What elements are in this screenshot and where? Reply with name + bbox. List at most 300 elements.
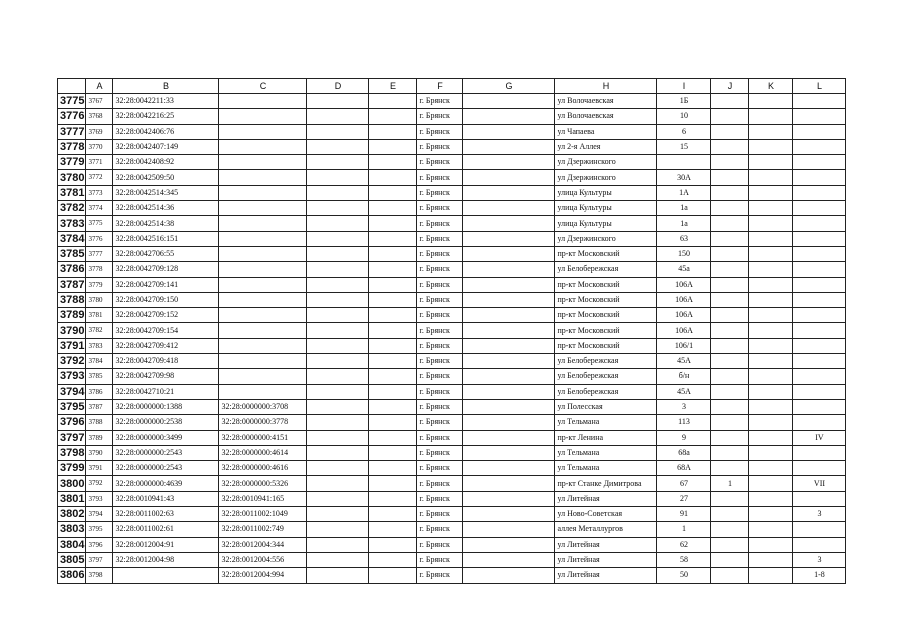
- cell-j[interactable]: [711, 277, 749, 292]
- cell-d[interactable]: [307, 201, 369, 216]
- cell-i[interactable]: 106А: [657, 308, 711, 323]
- cell-h[interactable]: ул Белобережская: [555, 354, 657, 369]
- cell-e[interactable]: [369, 277, 417, 292]
- cell-i[interactable]: 68А: [657, 461, 711, 476]
- row-number[interactable]: 3792: [58, 354, 86, 369]
- cell-k[interactable]: [749, 277, 793, 292]
- cell-l[interactable]: [793, 369, 846, 384]
- cell-e[interactable]: [369, 461, 417, 476]
- cell-l[interactable]: [793, 384, 846, 399]
- cell-d[interactable]: [307, 170, 369, 185]
- cell-l[interactable]: [793, 216, 846, 231]
- cell-l[interactable]: [793, 323, 846, 338]
- cell-e[interactable]: [369, 552, 417, 567]
- cell-j[interactable]: [711, 430, 749, 445]
- cell-h[interactable]: ул Волочаевская: [555, 109, 657, 124]
- cell-i[interactable]: 3: [657, 399, 711, 414]
- cell-c[interactable]: 32:28:0012004:344: [219, 537, 307, 552]
- cell-j[interactable]: [711, 139, 749, 154]
- cell-c[interactable]: [219, 323, 307, 338]
- cell-h[interactable]: пр-кт Московский: [555, 277, 657, 292]
- cell-j[interactable]: [711, 201, 749, 216]
- cell-b[interactable]: 32:28:0042514:345: [113, 185, 219, 200]
- cell-g[interactable]: [463, 338, 555, 353]
- cell-j[interactable]: [711, 323, 749, 338]
- row-number[interactable]: 3778: [58, 139, 86, 154]
- row-number[interactable]: 3788: [58, 292, 86, 307]
- cell-i[interactable]: 113: [657, 415, 711, 430]
- cell-e[interactable]: [369, 94, 417, 109]
- cell-g[interactable]: [463, 491, 555, 506]
- cell-k[interactable]: [749, 201, 793, 216]
- cell-f[interactable]: г. Брянск: [417, 308, 463, 323]
- cell-l[interactable]: [793, 354, 846, 369]
- cell-i[interactable]: 45а: [657, 262, 711, 277]
- cell-h[interactable]: ул Волочаевская: [555, 94, 657, 109]
- cell-d[interactable]: [307, 476, 369, 491]
- cell-f[interactable]: г. Брянск: [417, 216, 463, 231]
- cell-d[interactable]: [307, 216, 369, 231]
- cell-b[interactable]: 32:28:0042514:36: [113, 201, 219, 216]
- row-number[interactable]: 3794: [58, 384, 86, 399]
- column-header-j[interactable]: J: [711, 79, 749, 94]
- cell-g[interactable]: [463, 445, 555, 460]
- cell-k[interactable]: [749, 109, 793, 124]
- cell-f[interactable]: г. Брянск: [417, 430, 463, 445]
- cell-f[interactable]: г. Брянск: [417, 170, 463, 185]
- cell-c[interactable]: [219, 231, 307, 246]
- cell-a[interactable]: 3768: [86, 109, 113, 124]
- cell-g[interactable]: [463, 155, 555, 170]
- cell-k[interactable]: [749, 537, 793, 552]
- cell-g[interactable]: [463, 568, 555, 583]
- cell-l[interactable]: [793, 292, 846, 307]
- cell-h[interactable]: улица Культуры: [555, 201, 657, 216]
- cell-l[interactable]: [793, 246, 846, 261]
- cell-f[interactable]: г. Брянск: [417, 201, 463, 216]
- cell-h[interactable]: пр-кт Московский: [555, 308, 657, 323]
- cell-i[interactable]: 91: [657, 507, 711, 522]
- cell-k[interactable]: [749, 262, 793, 277]
- cell-h[interactable]: ул Ново-Советская: [555, 507, 657, 522]
- cell-j[interactable]: [711, 231, 749, 246]
- cell-b[interactable]: 32:28:0000000:1388: [113, 399, 219, 414]
- cell-l[interactable]: [793, 262, 846, 277]
- row-number[interactable]: 3779: [58, 155, 86, 170]
- cell-a[interactable]: 3791: [86, 461, 113, 476]
- cell-b[interactable]: 32:28:0042516:151: [113, 231, 219, 246]
- cell-i[interactable]: 106А: [657, 292, 711, 307]
- cell-j[interactable]: [711, 568, 749, 583]
- cell-i[interactable]: 106А: [657, 277, 711, 292]
- cell-e[interactable]: [369, 109, 417, 124]
- cell-j[interactable]: [711, 155, 749, 170]
- cell-d[interactable]: [307, 124, 369, 139]
- column-header-c[interactable]: C: [219, 79, 307, 94]
- cell-i[interactable]: 15: [657, 139, 711, 154]
- cell-k[interactable]: [749, 415, 793, 430]
- cell-l[interactable]: [793, 277, 846, 292]
- cell-h[interactable]: пр-кт Ленина: [555, 430, 657, 445]
- cell-d[interactable]: [307, 277, 369, 292]
- cell-h[interactable]: ул Дзержинского: [555, 231, 657, 246]
- cell-f[interactable]: г. Брянск: [417, 139, 463, 154]
- row-number[interactable]: 3786: [58, 262, 86, 277]
- row-number[interactable]: 3805: [58, 552, 86, 567]
- cell-k[interactable]: [749, 216, 793, 231]
- row-number[interactable]: 3780: [58, 170, 86, 185]
- cell-b[interactable]: 32:28:0042709:154: [113, 323, 219, 338]
- cell-c[interactable]: [219, 292, 307, 307]
- row-number[interactable]: 3777: [58, 124, 86, 139]
- cell-d[interactable]: [307, 507, 369, 522]
- cell-e[interactable]: [369, 476, 417, 491]
- cell-c[interactable]: [219, 124, 307, 139]
- cell-d[interactable]: [307, 491, 369, 506]
- cell-j[interactable]: [711, 399, 749, 414]
- cell-k[interactable]: [749, 155, 793, 170]
- cell-l[interactable]: 1-8: [793, 568, 846, 583]
- cell-i[interactable]: 58: [657, 552, 711, 567]
- row-number[interactable]: 3799: [58, 461, 86, 476]
- cell-h[interactable]: ул Белобережская: [555, 369, 657, 384]
- cell-f[interactable]: г. Брянск: [417, 568, 463, 583]
- cell-c[interactable]: 32:28:0011002:1049: [219, 507, 307, 522]
- cell-g[interactable]: [463, 461, 555, 476]
- cell-e[interactable]: [369, 399, 417, 414]
- cell-a[interactable]: 3792: [86, 476, 113, 491]
- corner-cell[interactable]: [58, 79, 86, 94]
- row-number[interactable]: 3798: [58, 445, 86, 460]
- cell-c[interactable]: [219, 94, 307, 109]
- row-number[interactable]: 3804: [58, 537, 86, 552]
- cell-a[interactable]: 3776: [86, 231, 113, 246]
- cell-h[interactable]: ул Дзержинского: [555, 170, 657, 185]
- cell-i[interactable]: 62: [657, 537, 711, 552]
- cell-j[interactable]: [711, 491, 749, 506]
- cell-j[interactable]: [711, 185, 749, 200]
- cell-i[interactable]: 9: [657, 430, 711, 445]
- cell-i[interactable]: 45А: [657, 384, 711, 399]
- cell-k[interactable]: [749, 246, 793, 261]
- cell-c[interactable]: [219, 277, 307, 292]
- cell-c[interactable]: [219, 246, 307, 261]
- cell-a[interactable]: 3783: [86, 338, 113, 353]
- row-number[interactable]: 3790: [58, 323, 86, 338]
- row-number[interactable]: 3796: [58, 415, 86, 430]
- cell-a[interactable]: 3790: [86, 445, 113, 460]
- cell-f[interactable]: г. Брянск: [417, 262, 463, 277]
- cell-k[interactable]: [749, 491, 793, 506]
- cell-i[interactable]: 63: [657, 231, 711, 246]
- cell-d[interactable]: [307, 139, 369, 154]
- cell-e[interactable]: [369, 369, 417, 384]
- cell-i[interactable]: 30А: [657, 170, 711, 185]
- row-number[interactable]: 3797: [58, 430, 86, 445]
- cell-f[interactable]: г. Брянск: [417, 461, 463, 476]
- cell-g[interactable]: [463, 201, 555, 216]
- row-number[interactable]: 3806: [58, 568, 86, 583]
- cell-a[interactable]: 3773: [86, 185, 113, 200]
- cell-j[interactable]: [711, 124, 749, 139]
- cell-d[interactable]: [307, 445, 369, 460]
- cell-l[interactable]: [793, 338, 846, 353]
- cell-l[interactable]: [793, 185, 846, 200]
- cell-h[interactable]: ул 2-я Аллея: [555, 139, 657, 154]
- cell-g[interactable]: [463, 323, 555, 338]
- cell-g[interactable]: [463, 139, 555, 154]
- cell-f[interactable]: г. Брянск: [417, 277, 463, 292]
- cell-j[interactable]: [711, 461, 749, 476]
- cell-g[interactable]: [463, 94, 555, 109]
- cell-g[interactable]: [463, 537, 555, 552]
- row-number[interactable]: 3791: [58, 338, 86, 353]
- cell-j[interactable]: [711, 262, 749, 277]
- cell-g[interactable]: [463, 277, 555, 292]
- cell-e[interactable]: [369, 537, 417, 552]
- cell-d[interactable]: [307, 94, 369, 109]
- cell-b[interactable]: 32:28:0042706:55: [113, 246, 219, 261]
- cell-f[interactable]: г. Брянск: [417, 415, 463, 430]
- cell-e[interactable]: [369, 292, 417, 307]
- cell-h[interactable]: ул Дзержинского: [555, 155, 657, 170]
- cell-j[interactable]: [711, 338, 749, 353]
- cell-i[interactable]: 1Б: [657, 94, 711, 109]
- cell-i[interactable]: 27: [657, 491, 711, 506]
- cell-l[interactable]: 3: [793, 507, 846, 522]
- cell-g[interactable]: [463, 354, 555, 369]
- cell-b[interactable]: 32:28:0042709:412: [113, 338, 219, 353]
- cell-f[interactable]: г. Брянск: [417, 124, 463, 139]
- cell-j[interactable]: [711, 369, 749, 384]
- cell-b[interactable]: 32:28:0042709:152: [113, 308, 219, 323]
- cell-g[interactable]: [463, 246, 555, 261]
- cell-f[interactable]: г. Брянск: [417, 491, 463, 506]
- cell-d[interactable]: [307, 323, 369, 338]
- cell-h[interactable]: аллея Металлургов: [555, 522, 657, 537]
- cell-g[interactable]: [463, 185, 555, 200]
- cell-b[interactable]: 32:28:0042408:92: [113, 155, 219, 170]
- cell-d[interactable]: [307, 246, 369, 261]
- cell-d[interactable]: [307, 292, 369, 307]
- cell-h[interactable]: пр-кт Станке Димитрова: [555, 476, 657, 491]
- cell-b[interactable]: 32:28:0011002:63: [113, 507, 219, 522]
- cell-d[interactable]: [307, 415, 369, 430]
- cell-c[interactable]: 32:28:0012004:994: [219, 568, 307, 583]
- cell-k[interactable]: [749, 139, 793, 154]
- cell-f[interactable]: г. Брянск: [417, 399, 463, 414]
- cell-b[interactable]: 32:28:0042216:25: [113, 109, 219, 124]
- cell-f[interactable]: г. Брянск: [417, 246, 463, 261]
- row-number[interactable]: 3795: [58, 399, 86, 414]
- cell-c[interactable]: [219, 170, 307, 185]
- cell-f[interactable]: г. Брянск: [417, 155, 463, 170]
- cell-a[interactable]: 3784: [86, 354, 113, 369]
- cell-a[interactable]: 3796: [86, 537, 113, 552]
- cell-k[interactable]: [749, 568, 793, 583]
- row-number[interactable]: 3787: [58, 277, 86, 292]
- cell-g[interactable]: [463, 216, 555, 231]
- cell-g[interactable]: [463, 552, 555, 567]
- cell-g[interactable]: [463, 124, 555, 139]
- cell-c[interactable]: [219, 354, 307, 369]
- cell-b[interactable]: 32:28:0011002:61: [113, 522, 219, 537]
- cell-i[interactable]: 67: [657, 476, 711, 491]
- column-header-l[interactable]: L: [793, 79, 846, 94]
- cell-c[interactable]: 32:28:0000000:4616: [219, 461, 307, 476]
- cell-a[interactable]: 3795: [86, 522, 113, 537]
- column-header-a[interactable]: A: [86, 79, 113, 94]
- cell-b[interactable]: 32:28:0042710:21: [113, 384, 219, 399]
- cell-k[interactable]: [749, 185, 793, 200]
- cell-a[interactable]: 3782: [86, 323, 113, 338]
- cell-a[interactable]: 3778: [86, 262, 113, 277]
- cell-a[interactable]: 3779: [86, 277, 113, 292]
- cell-b[interactable]: 32:28:0012004:91: [113, 537, 219, 552]
- cell-k[interactable]: [749, 430, 793, 445]
- cell-k[interactable]: [749, 292, 793, 307]
- cell-f[interactable]: г. Брянск: [417, 537, 463, 552]
- cell-g[interactable]: [463, 399, 555, 414]
- cell-f[interactable]: г. Брянск: [417, 384, 463, 399]
- row-number[interactable]: 3783: [58, 216, 86, 231]
- cell-d[interactable]: [307, 354, 369, 369]
- cell-g[interactable]: [463, 522, 555, 537]
- cell-k[interactable]: [749, 399, 793, 414]
- cell-c[interactable]: [219, 201, 307, 216]
- cell-h[interactable]: ул Чапаева: [555, 124, 657, 139]
- cell-a[interactable]: 3780: [86, 292, 113, 307]
- cell-d[interactable]: [307, 109, 369, 124]
- cell-l[interactable]: [793, 522, 846, 537]
- cell-k[interactable]: [749, 369, 793, 384]
- cell-k[interactable]: [749, 445, 793, 460]
- cell-d[interactable]: [307, 185, 369, 200]
- cell-b[interactable]: 32:28:0042514:38: [113, 216, 219, 231]
- cell-e[interactable]: [369, 323, 417, 338]
- cell-e[interactable]: [369, 185, 417, 200]
- cell-b[interactable]: 32:28:0012004:98: [113, 552, 219, 567]
- cell-k[interactable]: [749, 354, 793, 369]
- cell-c[interactable]: 32:28:0012004:556: [219, 552, 307, 567]
- cell-l[interactable]: [793, 415, 846, 430]
- row-number[interactable]: 3793: [58, 369, 86, 384]
- cell-h[interactable]: ул Полесская: [555, 399, 657, 414]
- cell-i[interactable]: 1: [657, 522, 711, 537]
- column-header-f[interactable]: F: [417, 79, 463, 94]
- cell-i[interactable]: 50: [657, 568, 711, 583]
- cell-e[interactable]: [369, 216, 417, 231]
- cell-k[interactable]: [749, 308, 793, 323]
- cell-a[interactable]: 3788: [86, 415, 113, 430]
- cell-h[interactable]: улица Культуры: [555, 216, 657, 231]
- cell-f[interactable]: г. Брянск: [417, 522, 463, 537]
- cell-e[interactable]: [369, 430, 417, 445]
- cell-j[interactable]: [711, 552, 749, 567]
- cell-f[interactable]: г. Брянск: [417, 507, 463, 522]
- cell-b[interactable]: 32:28:0000000:4639: [113, 476, 219, 491]
- cell-f[interactable]: г. Брянск: [417, 445, 463, 460]
- row-number[interactable]: 3802: [58, 507, 86, 522]
- cell-a[interactable]: 3787: [86, 399, 113, 414]
- cell-e[interactable]: [369, 231, 417, 246]
- cell-e[interactable]: [369, 338, 417, 353]
- cell-a[interactable]: 3786: [86, 384, 113, 399]
- cell-c[interactable]: [219, 308, 307, 323]
- cell-e[interactable]: [369, 124, 417, 139]
- row-number[interactable]: 3800: [58, 476, 86, 491]
- cell-a[interactable]: 3794: [86, 507, 113, 522]
- cell-l[interactable]: [793, 109, 846, 124]
- cell-i[interactable]: 1А: [657, 185, 711, 200]
- cell-j[interactable]: [711, 308, 749, 323]
- cell-k[interactable]: [749, 522, 793, 537]
- cell-b[interactable]: 32:28:0042211:33: [113, 94, 219, 109]
- cell-d[interactable]: [307, 399, 369, 414]
- cell-h[interactable]: пр-кт Московский: [555, 246, 657, 261]
- cell-e[interactable]: [369, 155, 417, 170]
- cell-i[interactable]: 150: [657, 246, 711, 261]
- cell-c[interactable]: 32:28:0011002:749: [219, 522, 307, 537]
- cell-f[interactable]: г. Брянск: [417, 338, 463, 353]
- cell-f[interactable]: г. Брянск: [417, 94, 463, 109]
- cell-a[interactable]: 3767: [86, 94, 113, 109]
- cell-l[interactable]: [793, 155, 846, 170]
- cell-a[interactable]: 3797: [86, 552, 113, 567]
- row-number[interactable]: 3782: [58, 201, 86, 216]
- row-number[interactable]: 3776: [58, 109, 86, 124]
- cell-h[interactable]: пр-кт Московский: [555, 292, 657, 307]
- cell-e[interactable]: [369, 384, 417, 399]
- cell-j[interactable]: [711, 537, 749, 552]
- cell-l[interactable]: [793, 461, 846, 476]
- cell-e[interactable]: [369, 308, 417, 323]
- cell-a[interactable]: 3781: [86, 308, 113, 323]
- cell-h[interactable]: ул Литейная: [555, 568, 657, 583]
- cell-c[interactable]: [219, 262, 307, 277]
- cell-l[interactable]: VII: [793, 476, 846, 491]
- cell-l[interactable]: 3: [793, 552, 846, 567]
- cell-f[interactable]: г. Брянск: [417, 323, 463, 338]
- cell-f[interactable]: г. Брянск: [417, 231, 463, 246]
- column-header-g[interactable]: G: [463, 79, 555, 94]
- cell-i[interactable]: 106/1: [657, 338, 711, 353]
- cell-g[interactable]: [463, 476, 555, 491]
- cell-b[interactable]: 32:28:0000000:2543: [113, 445, 219, 460]
- cell-c[interactable]: [219, 109, 307, 124]
- cell-l[interactable]: IV: [793, 430, 846, 445]
- cell-k[interactable]: [749, 552, 793, 567]
- cell-e[interactable]: [369, 139, 417, 154]
- column-header-e[interactable]: E: [369, 79, 417, 94]
- cell-c[interactable]: 32:28:0000000:4151: [219, 430, 307, 445]
- cell-i[interactable]: 6: [657, 124, 711, 139]
- cell-k[interactable]: [749, 461, 793, 476]
- cell-c[interactable]: [219, 369, 307, 384]
- cell-c[interactable]: [219, 185, 307, 200]
- cell-e[interactable]: [369, 262, 417, 277]
- cell-i[interactable]: 1а: [657, 216, 711, 231]
- cell-i[interactable]: [657, 155, 711, 170]
- cell-h[interactable]: ул Литейная: [555, 491, 657, 506]
- cell-j[interactable]: [711, 170, 749, 185]
- cell-i[interactable]: 1а: [657, 201, 711, 216]
- cell-h[interactable]: улица Культуры: [555, 185, 657, 200]
- cell-f[interactable]: г. Брянск: [417, 369, 463, 384]
- cell-d[interactable]: [307, 231, 369, 246]
- cell-l[interactable]: [793, 139, 846, 154]
- cell-d[interactable]: [307, 461, 369, 476]
